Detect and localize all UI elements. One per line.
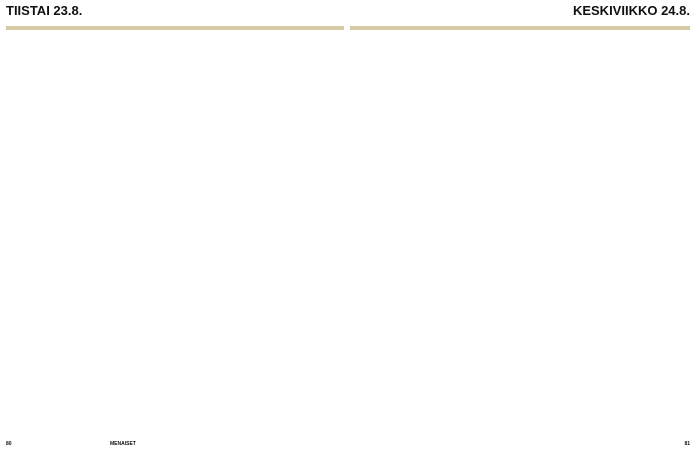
divider-right (350, 26, 690, 30)
date-heading-right: KESKIVIIKKO 24.8. (572, 3, 690, 18)
magazine-name: MENAISET (110, 441, 136, 447)
page-number-right: 81 (684, 441, 690, 447)
divider-left (6, 26, 344, 30)
page-number-left: 80 (6, 441, 12, 447)
date-heading-left: TIISTAI 23.8. (6, 3, 83, 18)
